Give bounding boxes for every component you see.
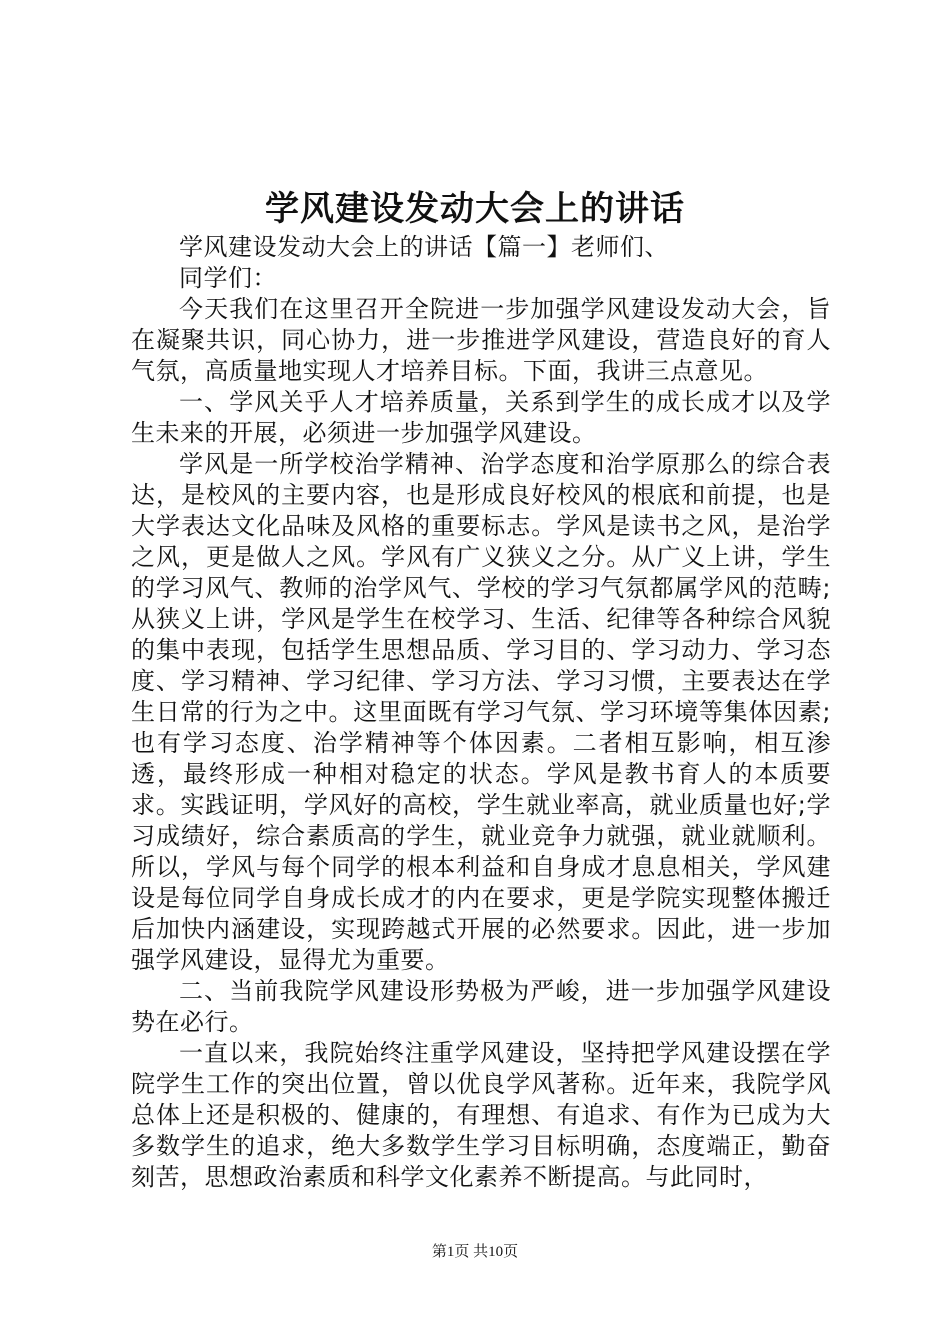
paragraph-point-one-body: 学风是一所学校治学精神、治学态度和治学原那么的综合表达，是校风的主要内容，也是形成良好校风的根底和前提，也是大学表达文化品味及风格的重要标志。学风是读书之风，是治学之风，更是做人之风。学风有广义狭义之分。从广义上讲，学生的学习风气、教师的治学风气、学校的学习气氛都属学风的范畴;从狭义上讲，学风是学生在校学习、生活、纪律等各种综合风貌的集中表现，包括学生思想品质、学习目的、学习动力、学习态度、学习精神、学习纪律、学习方法、学习习惯，主要表达在学生日常的行为之中。这里面既有学习气氛、学习环境等集体因素;也有学习态度、治学精神等个体因素。二者相互影响，相互渗透，最终形成一种相对稳定的状态。学风是教书育人的本质要求。实践证明，学风好的高校，学生就业率高，就业质量也好;学习成绩好，综合素质高的学生，就业竞争力就强，就业就顺利。所以，学风与每个同学的根本利益和自身成才息息相关，学风建设是每位同学自身成长成才的内在要求，更是学院实现整体搬迁后加快内涵建设，实现跨越式开展的必然要求。因此，进一步加强学风建设，显得尤为重要。 bbox=[131, 450, 831, 974]
paragraph-salutation: 同学们： bbox=[179, 264, 277, 292]
paragraph-heading-line: 学风建设发动大会上的讲话【篇一】老师们、 bbox=[179, 233, 669, 261]
document-body bbox=[131, 232, 831, 1193]
document-title: 学风建设发动大会上的讲话 bbox=[265, 189, 685, 229]
paragraph-point-two-body: 一直以来，我院始终注重学风建设，坚持把学风建设摆在学院学生工作的突出位置，曾以优良学风著称。近年来，我院学风总体上还是积极的、健康的，有理想、有追求、有作为已成为大多数学生的追求，绝大多数学生学习目标明确，态度端正，勤奋刻苦，思想政治素质和科学文化素养不断提高。与此同时， bbox=[131, 1039, 831, 1191]
paragraph-point-two: 二、当前我院学风建设形势极为严峻，进一步加强学风建设势在必行。 bbox=[131, 977, 831, 1036]
paragraph-opening: 今天我们在这里召开全院进一步加强学风建设发动大会，旨在凝聚共识，同心协力，进一步推进学风建设，营造良好的育人气氛，高质量地实现人才培养目标。下面，我讲三点意见。 bbox=[131, 295, 831, 385]
paragraph-point-one: 一、学风关乎人才培养质量，关系到学生的成长成才以及学生未来的开展，必须进一步加强学风建设。 bbox=[131, 388, 831, 447]
page-footer: 第1页 共10页 bbox=[431, 1244, 519, 1260]
